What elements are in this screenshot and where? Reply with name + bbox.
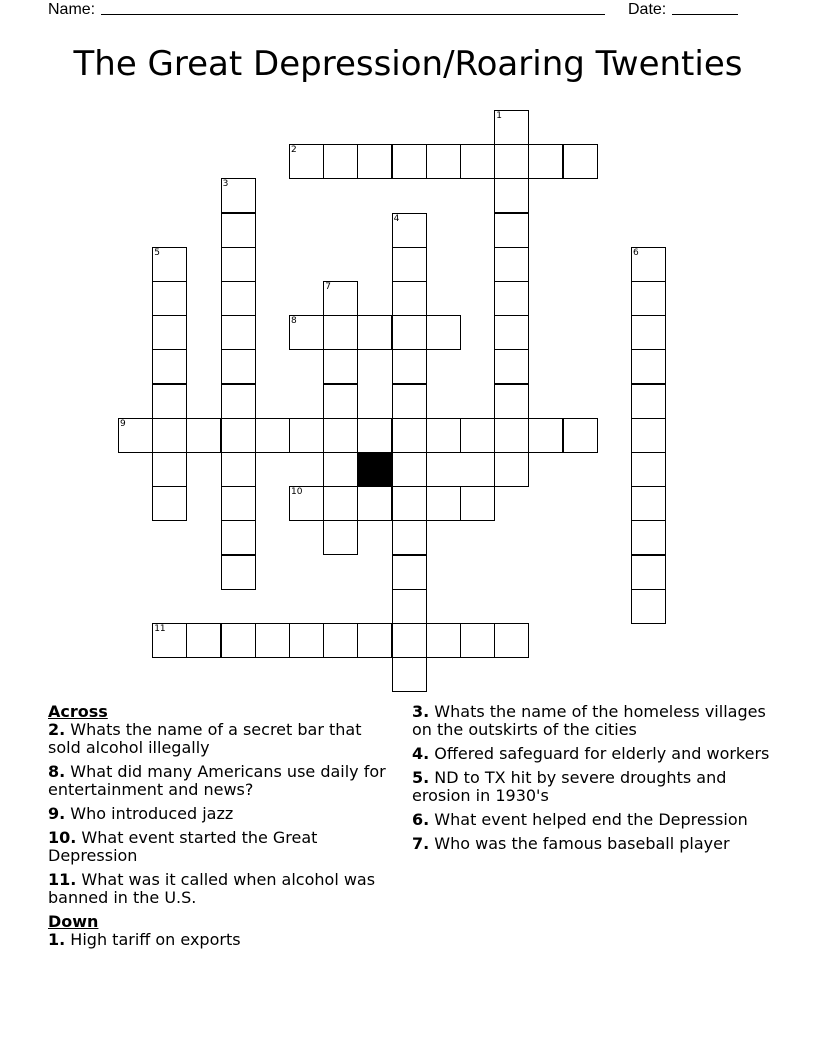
grid-cell[interactable] (152, 452, 187, 487)
grid-cell[interactable] (392, 247, 427, 282)
clue-text: Whats the name of a secret bar that sold alcohol illegally (48, 720, 362, 757)
cell-number: 7 (325, 282, 331, 292)
grid-cell[interactable] (221, 349, 256, 384)
down-clue-list (48, 931, 398, 949)
clue-item (48, 763, 398, 799)
grid-cell[interactable] (494, 247, 529, 282)
grid-cell[interactable] (631, 247, 666, 282)
clue-number: 10. (48, 828, 77, 847)
grid-cell[interactable] (494, 213, 529, 248)
clue-text: What was it called when alcohol was banned in the U.S. (48, 870, 376, 907)
clue-text: What event started the Great Depression (48, 828, 318, 865)
grid-cell[interactable] (460, 418, 495, 453)
grid-cell[interactable] (392, 555, 427, 590)
grid-cell[interactable] (152, 418, 187, 453)
clue-text: Whats the name of the homeless villages on the outskirts of the cities (412, 702, 766, 739)
cell-number: 1 (496, 111, 502, 121)
grid-cell[interactable] (255, 623, 290, 658)
name-line (48, 0, 605, 19)
puzzle-title: The Great Depression/Roaring Twenties (73, 44, 743, 84)
grid-cell[interactable] (426, 144, 461, 179)
clue-item (412, 811, 772, 829)
grid-cell[interactable] (631, 555, 666, 590)
clue-number: 2. (48, 720, 66, 739)
clue-number: 9. (48, 804, 66, 823)
grid-cell[interactable] (392, 452, 427, 487)
grid-cell[interactable] (392, 589, 427, 624)
grid-cell[interactable] (528, 144, 563, 179)
grid-cell[interactable] (631, 349, 666, 384)
grid-cell[interactable] (323, 315, 358, 350)
clue-number: 3. (412, 702, 430, 721)
cell-number: 2 (291, 145, 297, 156)
grid-cell[interactable] (426, 418, 461, 453)
clue-text: High tariff on exports (65, 930, 241, 949)
grid-cell[interactable] (426, 486, 461, 521)
clue-item (412, 835, 772, 853)
grid-cell[interactable] (494, 110, 529, 145)
grid-cell[interactable] (494, 418, 529, 453)
name-label: Name: (48, 1, 96, 18)
grid-cell[interactable] (221, 384, 256, 419)
grid-cell[interactable] (289, 418, 324, 453)
cell-number: 8 (291, 316, 297, 327)
grid-cell[interactable] (631, 452, 666, 487)
grid-cell[interactable] (221, 247, 256, 282)
clue-text: ND to TX hit by severe droughts and erosion in 1930's (412, 768, 727, 805)
grid-cell[interactable] (631, 281, 666, 316)
grid-cell[interactable] (563, 418, 598, 453)
clue-text: What event helped end the Depression (429, 810, 748, 829)
clue-text: Who introduced jazz (65, 804, 234, 823)
grid-cell[interactable] (357, 144, 392, 179)
down-heading: Down (48, 912, 99, 931)
grid-cell[interactable] (392, 213, 427, 248)
down-clue-list-continued (412, 703, 772, 853)
grid-cell[interactable] (392, 623, 427, 658)
grid-cell[interactable] (289, 623, 324, 658)
grid-cell[interactable] (221, 520, 256, 555)
grid-cell[interactable] (357, 315, 392, 350)
grid-cell[interactable] (494, 281, 529, 316)
grid-cell[interactable] (392, 315, 427, 350)
clue-number: 1. (48, 930, 66, 949)
grid-cell[interactable] (631, 520, 666, 555)
blocked-cell (357, 452, 392, 487)
grid-cell[interactable] (323, 144, 358, 179)
grid-cell[interactable] (323, 520, 358, 555)
grid-cell[interactable] (255, 418, 290, 453)
cell-number: 6 (633, 247, 639, 258)
grid-cell[interactable] (392, 384, 427, 419)
cell-number: 3 (222, 179, 229, 190)
grid-cell[interactable] (118, 418, 153, 453)
name-field[interactable] (101, 0, 605, 15)
clue-item (48, 721, 398, 757)
grid-cell[interactable] (494, 452, 529, 487)
grid-cell[interactable] (494, 144, 529, 179)
grid-cell[interactable] (357, 623, 392, 658)
grid-cell[interactable] (186, 623, 221, 658)
grid-cell[interactable] (357, 418, 392, 453)
grid-cell[interactable] (221, 281, 256, 316)
clue-number: 5. (412, 768, 430, 787)
clue-number: 4. (412, 744, 430, 763)
grid-cell[interactable] (392, 349, 427, 384)
grid-cell[interactable] (152, 384, 187, 419)
grid-cell[interactable] (631, 315, 666, 350)
date-label: Date: (628, 1, 667, 18)
grid-cell[interactable] (221, 486, 256, 521)
grid-cell[interactable] (323, 349, 358, 384)
date-line (628, 0, 738, 19)
clue-number: 7. (412, 834, 430, 853)
grid-cell[interactable] (221, 452, 256, 487)
grid-cell[interactable] (392, 281, 427, 316)
clue-item (412, 769, 772, 805)
grid-cell[interactable] (631, 384, 666, 419)
cell-number: 9 (120, 418, 126, 429)
cell-number: 11 (154, 624, 166, 634)
grid-cell[interactable] (631, 589, 666, 624)
clue-text: Who was the famous baseball player (429, 834, 730, 853)
grid-cell[interactable] (494, 315, 529, 350)
grid-cell[interactable] (221, 213, 256, 248)
grid-cell[interactable] (460, 144, 495, 179)
grid-cell[interactable] (357, 486, 392, 521)
clue-item (48, 829, 398, 865)
grid-cell[interactable] (392, 486, 427, 521)
grid-cell[interactable] (426, 623, 461, 658)
clues-left-column (48, 703, 398, 955)
grid-cell[interactable] (426, 315, 461, 350)
grid-cell[interactable] (323, 452, 358, 487)
grid-cell[interactable] (186, 418, 221, 453)
grid-cell[interactable] (494, 384, 529, 419)
grid-cell[interactable] (494, 178, 529, 213)
grid-cell[interactable] (152, 623, 187, 658)
grid-cell[interactable] (323, 486, 358, 521)
grid-cell[interactable] (152, 315, 187, 350)
clues-right-column (412, 703, 772, 859)
cell-number: 4 (393, 213, 400, 224)
grid-cell[interactable] (460, 623, 495, 658)
grid-cell[interactable] (323, 418, 358, 453)
grid-cell[interactable] (289, 144, 324, 179)
cell-number: 5 (154, 247, 160, 258)
grid-cell[interactable] (289, 486, 324, 521)
across-heading: Across (48, 702, 108, 721)
across-clue-list (48, 721, 398, 907)
grid-cell[interactable] (563, 144, 598, 179)
grid-cell[interactable] (528, 418, 563, 453)
clue-text: What did many Americans use daily for entertainment and news? (48, 762, 386, 799)
grid-cell[interactable] (631, 418, 666, 453)
clue-number: 6. (412, 810, 430, 829)
clue-item (412, 703, 772, 739)
grid-cell[interactable] (289, 315, 324, 350)
clue-item (48, 805, 398, 823)
grid-cell[interactable] (152, 247, 187, 282)
grid-cell[interactable] (221, 418, 256, 453)
grid-cell[interactable] (152, 486, 187, 521)
grid-cell[interactable] (152, 349, 187, 384)
grid-cell[interactable] (392, 520, 427, 555)
clue-item (48, 871, 398, 907)
grid-cell[interactable] (152, 281, 187, 316)
grid-cell[interactable] (631, 486, 666, 521)
grid-cell[interactable] (392, 144, 427, 179)
grid-cell[interactable] (323, 281, 358, 316)
grid-cell[interactable] (494, 349, 529, 384)
grid-cell[interactable] (221, 315, 256, 350)
grid-cell[interactable] (392, 657, 427, 692)
grid-cell[interactable] (323, 623, 358, 658)
clue-item (412, 745, 772, 763)
grid-cell[interactable] (221, 623, 256, 658)
cell-number: 10 (291, 487, 303, 498)
grid-cell[interactable] (221, 178, 256, 213)
clue-number: 8. (48, 762, 66, 781)
clue-number: 11. (48, 870, 77, 889)
clue-text: Offered safeguard for elderly and workers (429, 744, 770, 763)
grid-cell[interactable] (460, 486, 495, 521)
grid-cell[interactable] (221, 555, 256, 590)
date-field[interactable] (672, 0, 738, 15)
grid-cell[interactable] (392, 418, 427, 453)
grid-cell[interactable] (323, 384, 358, 419)
clue-item (48, 931, 398, 949)
grid-cell[interactable] (494, 623, 529, 658)
